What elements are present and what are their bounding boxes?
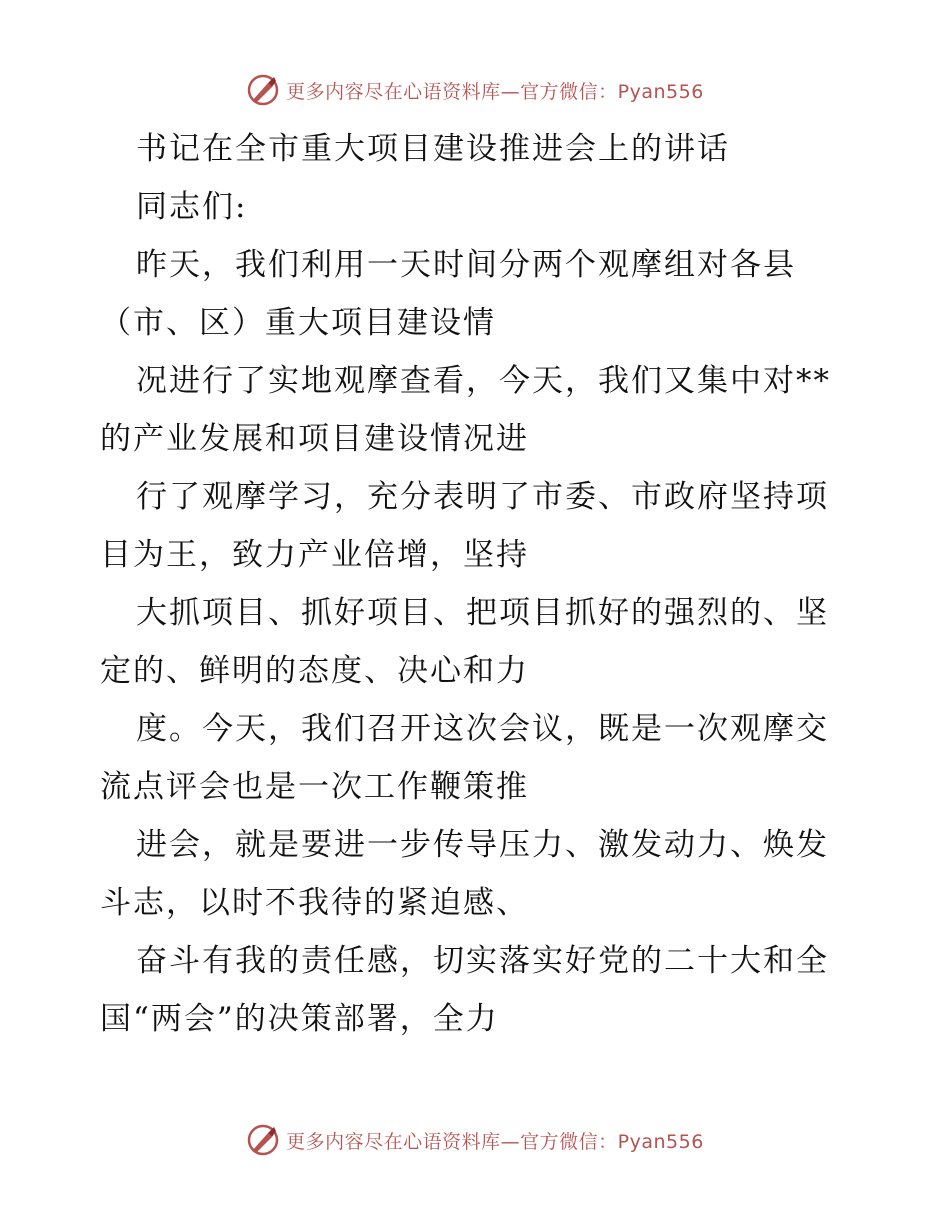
text-line: 的产业发展和项目建设情况进 bbox=[100, 421, 529, 457]
text-line: 行了观摩学习，充分表明了市委、市政府坚持项 bbox=[136, 479, 829, 515]
footer-watermark bbox=[0, 1120, 950, 1160]
watermark-text: 更多内容尽在心语资料库—官方微信：Pyan556 bbox=[286, 80, 704, 103]
text-line: 昨天，我们利用一天时间分两个观摩组对各县 bbox=[136, 247, 796, 283]
text-line: 流点评会也是一次工作鞭策推 bbox=[100, 769, 529, 805]
text-line: 斗志，以时不我待的紧迫感、 bbox=[100, 885, 529, 921]
text-line: 国“两会”的决策部署，全力 bbox=[100, 1001, 499, 1037]
text-line: 同志们: bbox=[136, 189, 248, 225]
pen-logo-icon bbox=[246, 1123, 280, 1157]
text-line: 大抓项目、抓好项目、把项目抓好的强烈的、坚 bbox=[136, 595, 829, 631]
text-line: 奋斗有我的责任感，切实落实好党的二十大和全 bbox=[136, 943, 829, 979]
text-line: （市、区）重大项目建设情 bbox=[100, 305, 496, 341]
text-line: 定的、鲜明的态度、决心和力 bbox=[100, 653, 529, 689]
document-title: 书记在全市重大项目建设推进会上的讲话 bbox=[136, 131, 730, 167]
document-body bbox=[100, 120, 860, 1048]
text-line: 进会，就是要进一步传导压力、激发动力、焕发 bbox=[136, 827, 829, 863]
text-line: 况进行了实地观摩查看，今天，我们又集中对** bbox=[136, 363, 831, 399]
header-watermark bbox=[0, 70, 950, 110]
pen-logo-icon bbox=[246, 73, 280, 107]
watermark-text: 更多内容尽在心语资料库—官方微信：Pyan556 bbox=[286, 1130, 704, 1153]
text-line: 目为王，致力产业倍增，坚持 bbox=[100, 537, 529, 573]
text-line: 度。今天，我们召开这次会议，既是一次观摩交 bbox=[136, 711, 829, 747]
